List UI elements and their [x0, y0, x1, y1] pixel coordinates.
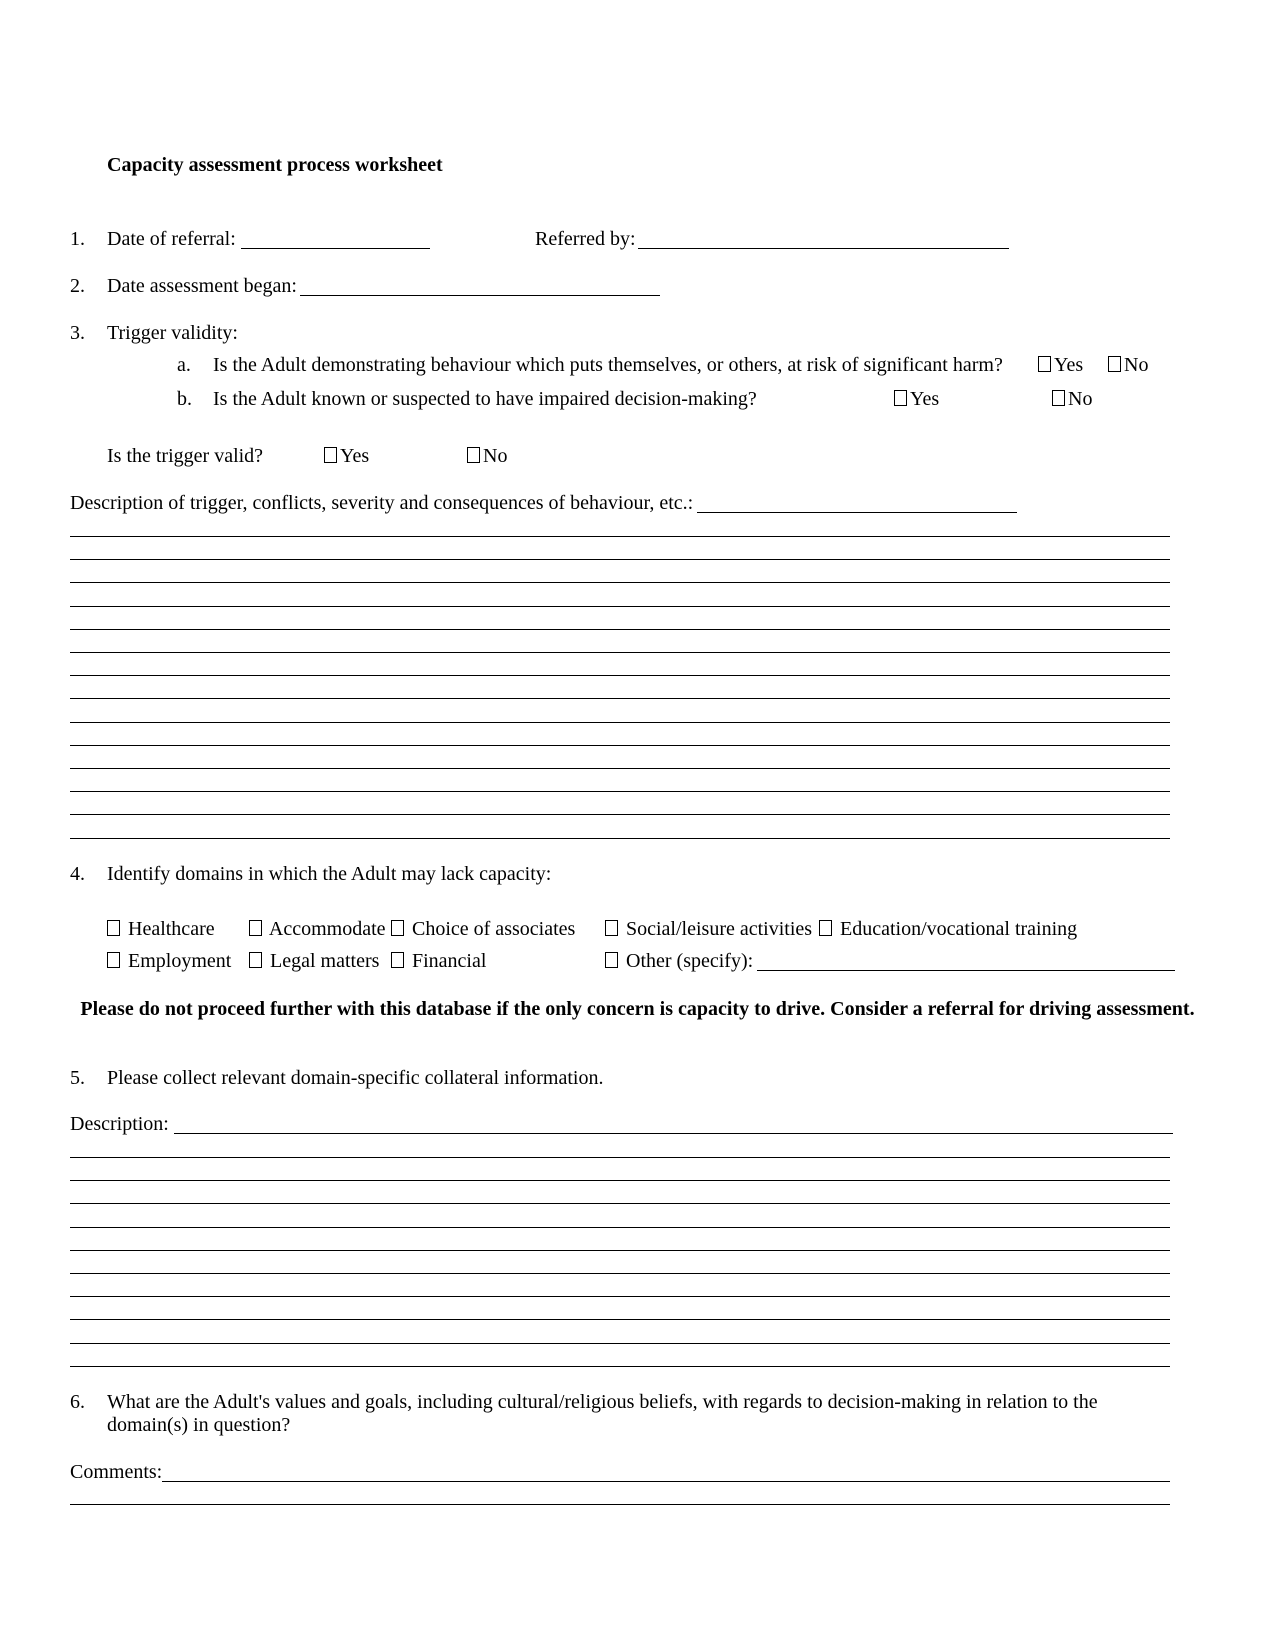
checkbox-icon[interactable] — [1108, 356, 1121, 372]
writing-line[interactable] — [70, 675, 1170, 676]
writing-line[interactable] — [70, 1343, 1170, 1344]
sub-question-a-text: Is the Adult demonstrating behaviour which puts themselves, or others, at risk of significant harm? — [213, 354, 1003, 376]
trigger-description-label: Description of trigger, conflicts, severity and consequences of behaviour, etc.: — [70, 492, 694, 514]
writing-line[interactable] — [70, 698, 1170, 699]
date-assessment-began-label: Date assessment began: — [107, 275, 297, 297]
q3a-yes-option[interactable]: Yes — [1038, 354, 1083, 377]
trigger-valid-no-option[interactable]: No — [467, 445, 507, 468]
checkbox-icon[interactable] — [605, 952, 618, 968]
page-title: Capacity assessment process worksheet — [107, 154, 443, 176]
checkbox-icon[interactable] — [1038, 356, 1051, 372]
checkbox-icon[interactable] — [819, 920, 832, 936]
writing-line[interactable] — [70, 838, 1170, 839]
checkbox-icon[interactable] — [107, 920, 120, 936]
domain-social-leisure-option[interactable]: Social/leisure activities — [605, 918, 812, 941]
values-goals-question-line-1: What are the Adult's values and goals, including cultural/religious beliefs, with regards to decision-making in relation to the — [107, 1391, 1098, 1413]
writing-line[interactable] — [70, 652, 1170, 653]
domain-choice-of-associates-option[interactable]: Choice of associates — [391, 918, 575, 941]
question-number-4: 4. — [70, 863, 85, 885]
sub-question-b-letter: b. — [177, 388, 192, 410]
date-assessment-began-field[interactable] — [300, 295, 660, 296]
checkbox-icon[interactable] — [1052, 390, 1065, 406]
question-number-3: 3. — [70, 322, 85, 344]
domain-legal-option[interactable]: Legal matters — [249, 950, 379, 973]
domain-other-option[interactable]: Other (specify): — [605, 950, 753, 973]
question-number-2: 2. — [70, 275, 85, 297]
trigger-validity-label: Trigger validity: — [107, 322, 238, 344]
checkbox-icon[interactable] — [894, 390, 907, 406]
checkbox-icon[interactable] — [391, 920, 404, 936]
collateral-info-label: Please collect relevant domain-specific collateral information. — [107, 1067, 604, 1089]
writing-line[interactable] — [70, 1319, 1170, 1320]
domain-education-option[interactable]: Education/vocational training — [819, 918, 1077, 941]
date-of-referral-field[interactable] — [241, 248, 430, 249]
writing-line[interactable] — [70, 629, 1170, 630]
writing-line[interactable] — [70, 1157, 1170, 1158]
comments-label: Comments: — [70, 1461, 163, 1483]
question-number-5: 5. — [70, 1067, 85, 1089]
writing-line[interactable] — [70, 1203, 1170, 1204]
question-number-1: 1. — [70, 228, 85, 250]
driving-warning: Please do not proceed further with this database if the only concern is capacity to drive. Consider a referral for driving assessment. — [80, 998, 1195, 1020]
sub-question-b-text: Is the Adult known or suspected to have impaired decision-making? — [213, 388, 757, 410]
collateral-description-label: Description: — [70, 1113, 169, 1135]
trigger-valid-label: Is the trigger valid? — [107, 445, 264, 467]
writing-line[interactable] — [70, 1250, 1170, 1251]
writing-line[interactable] — [70, 559, 1170, 560]
domain-other-field[interactable] — [757, 970, 1175, 971]
writing-line[interactable] — [70, 1366, 1170, 1367]
comments-field[interactable] — [162, 1481, 1170, 1482]
domain-healthcare-option[interactable]: Healthcare — [107, 918, 215, 941]
writing-line[interactable] — [70, 1180, 1170, 1181]
writing-line[interactable] — [70, 791, 1170, 792]
domain-accommodate-option[interactable]: Accommodate — [249, 918, 386, 941]
date-of-referral-label: Date of referral: — [107, 228, 236, 250]
domains-label: Identify domains in which the Adult may lack capacity: — [107, 863, 552, 885]
writing-line[interactable] — [70, 1273, 1170, 1274]
domain-employment-option[interactable]: Employment — [107, 950, 231, 973]
trigger-valid-yes-option[interactable]: Yes — [324, 445, 369, 468]
q3a-no-option[interactable]: No — [1108, 354, 1148, 377]
values-goals-question-line-2: domain(s) in question? — [107, 1414, 291, 1436]
checkbox-icon[interactable] — [391, 952, 404, 968]
trigger-description-field[interactable] — [697, 512, 1017, 513]
checkbox-icon[interactable] — [605, 920, 618, 936]
writing-line[interactable] — [70, 536, 1170, 537]
writing-line[interactable] — [70, 722, 1170, 723]
checkbox-icon[interactable] — [324, 447, 337, 463]
checkbox-icon[interactable] — [107, 952, 120, 968]
referred-by-field[interactable] — [638, 248, 1009, 249]
writing-line[interactable] — [70, 606, 1170, 607]
sub-question-a-letter: a. — [177, 354, 191, 376]
writing-line[interactable] — [70, 1296, 1170, 1297]
checkbox-icon[interactable] — [467, 447, 480, 463]
domain-financial-option[interactable]: Financial — [391, 950, 486, 973]
q3b-yes-option[interactable]: Yes — [894, 388, 939, 411]
collateral-description-field[interactable] — [174, 1133, 1173, 1134]
q3b-no-option[interactable]: No — [1052, 388, 1092, 411]
referred-by-label: Referred by: — [535, 228, 636, 250]
writing-line[interactable] — [70, 814, 1170, 815]
comments-line[interactable] — [70, 1504, 1170, 1505]
writing-line[interactable] — [70, 768, 1170, 769]
writing-line[interactable] — [70, 745, 1170, 746]
checkbox-icon[interactable] — [249, 920, 262, 936]
writing-line[interactable] — [70, 582, 1170, 583]
question-number-6: 6. — [70, 1391, 85, 1413]
checkbox-icon[interactable] — [249, 952, 262, 968]
writing-line[interactable] — [70, 1227, 1170, 1228]
